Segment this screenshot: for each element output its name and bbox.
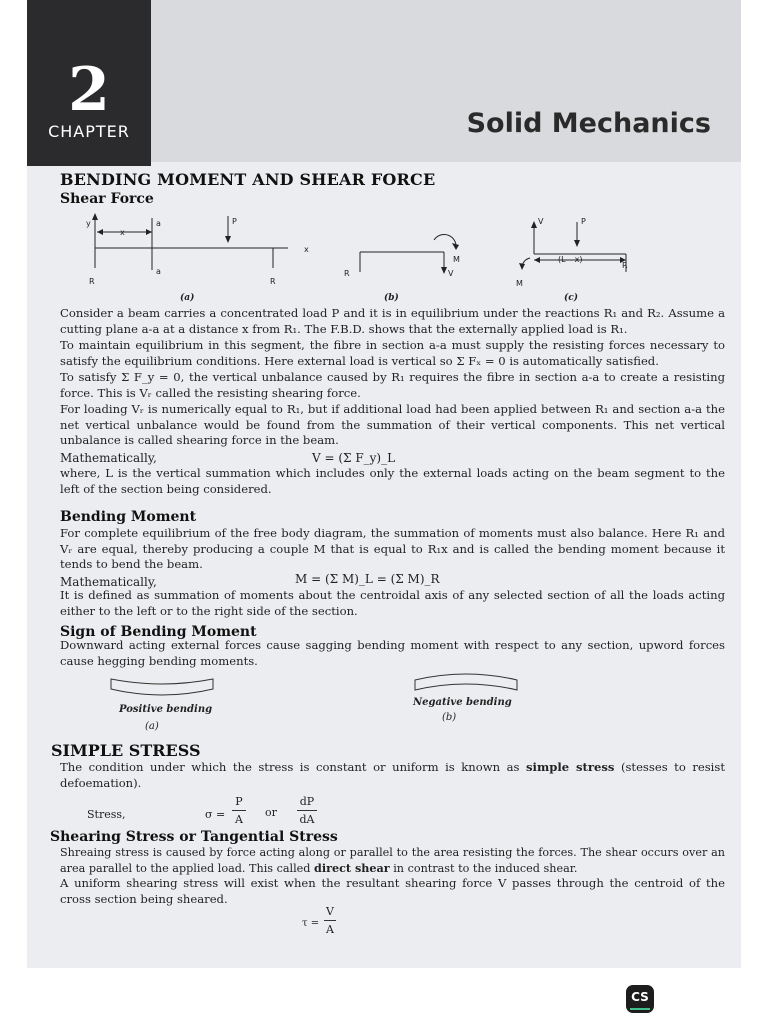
fig-label-a-bottom: a bbox=[156, 267, 161, 276]
stress-label: Stress, bbox=[87, 808, 126, 821]
fig-label-x-dim: x bbox=[120, 228, 125, 237]
fig-label-y: y bbox=[86, 219, 91, 228]
fig-label-a-top: a bbox=[156, 219, 161, 228]
textbook-page bbox=[27, 0, 741, 968]
heading-simple-stress: SIMPLE STRESS bbox=[51, 741, 201, 760]
fig-label-p-c: P bbox=[581, 217, 586, 226]
fig-label-m-c: M bbox=[516, 279, 523, 288]
math-label-1: Mathematically, bbox=[60, 451, 157, 465]
para-vertical-unbalance: To satisfy Σ F_y = 0, the vertical unbalance caused by R₁ requires the fibre in section a-a to create a resisting force. This is Vᵣ called the resisting shearing force. bbox=[60, 370, 725, 400]
heading-shearing-stress: Shearing Stress or Tangential Stress bbox=[50, 829, 338, 845]
para-complete-equilibrium: For complete equilibrium of the free body diagram, the summation of moments must also balance. Here R₁ and Vᵣ are equal, thereby producing a couple M that is equal to R₁x and is called the bending moment because it tends to bend the beam. bbox=[60, 526, 725, 571]
fig-caption-c: (c) bbox=[564, 293, 578, 303]
negative-bending-label: Negative bending bbox=[413, 697, 512, 708]
positive-bending-figure bbox=[107, 675, 217, 705]
heading-shear-force: Shear Force bbox=[60, 191, 154, 207]
sigma-symbol: σ = bbox=[205, 808, 226, 821]
heading-sign-bm: Sign of Bending Moment bbox=[60, 624, 257, 640]
para-sagging-hogging: Downward acting external forces cause sagging bending moment with respect to any section, upword forces cause hegging bending moments. bbox=[60, 638, 725, 668]
fig-label-v-c: V bbox=[538, 217, 544, 226]
chapter-title: Solid Mechanics bbox=[466, 108, 711, 139]
fig-label-r1-b: R bbox=[344, 269, 350, 278]
heading-bending-moment: Bending Moment bbox=[60, 509, 197, 525]
fraction-v-over-a: V A bbox=[324, 905, 336, 936]
or-word: or bbox=[265, 806, 277, 819]
shear-force-figure bbox=[82, 212, 642, 304]
positive-bending-label: Positive bending bbox=[119, 704, 213, 715]
para-defined-summation: It is defined as summation of moments about the centroidal axis of any selected section of all the loads acting either to the left or to the right side of the section. bbox=[60, 588, 725, 618]
fig-label-m-b: M bbox=[453, 255, 460, 264]
camscanner-badge: CS bbox=[626, 985, 654, 1013]
para-consider-beam: Consider a beam carries a concentrated load P and it is in equilibrium under the reactions R₁ and R₂. Assume a cutting plane a-a at a distance x from R₁. The F.B.D. shows that the externally applied load is R₁. bbox=[60, 306, 725, 336]
fig-label-x-axis: x bbox=[304, 245, 309, 254]
para-simple-stress: The condition under which the stress is constant or uniform is known as simple stress (stesses to resist defoemation). bbox=[60, 760, 725, 790]
chapter-number: 2 bbox=[68, 55, 110, 125]
fig-label-l-x: (L – x) bbox=[558, 255, 583, 264]
fig-caption-b: (b) bbox=[384, 293, 399, 303]
fig-label-r1-a: R bbox=[89, 277, 95, 286]
negative-bending-caption: (b) bbox=[442, 712, 457, 723]
equation-bending-moment: M = (Σ M)_L = (Σ M)_R bbox=[295, 572, 440, 586]
equation-shear-force: V = (Σ F_y)_L bbox=[312, 451, 396, 465]
fraction-dp-over-da: dP dA bbox=[297, 795, 317, 826]
chapter-word: CHAPTER bbox=[48, 122, 130, 141]
para-maintain-equilibrium: To maintain equilibrium in this segment, the fibre in section a-a must supply the resisting forces necessary to satisfy the equilibrium conditions. Here external load is vertical so Σ Fₓ = 0 is automatically satisfied. bbox=[60, 338, 725, 368]
fig-label-p-a: P bbox=[232, 217, 237, 226]
positive-bending-caption: (a) bbox=[145, 721, 159, 732]
fraction-p-over-a: P A bbox=[232, 795, 246, 826]
math-label-2: Mathematically, bbox=[60, 575, 157, 589]
fig-label-r2-c: R bbox=[622, 261, 628, 270]
para-where-l: where, L is the vertical summation which includes only the external loads acting on the beam segment to the left of the section being considered. bbox=[60, 466, 725, 496]
heading-bm-sf: BENDING MOMENT AND SHEAR FORCE bbox=[60, 170, 436, 189]
para-net-vertical: For loading Vᵣ is numerically equal to R₁, but if additional load had been applied between R₁ and section a-a the net vertical unbalance would be found from the summation of their vertical components. This net vertical unbalance is called shearing force in the beam. bbox=[60, 402, 725, 447]
fig-caption-a: (a) bbox=[180, 293, 195, 303]
fig-label-v-b: V bbox=[448, 269, 454, 278]
tau-symbol: τ = bbox=[302, 918, 320, 929]
fig-label-r2-a: R bbox=[270, 277, 276, 286]
negative-bending-figure bbox=[411, 666, 521, 696]
para-uniform-shearing: A uniform shearing stress will exist when the resultant shearing force V passes through the centroid of the cross section being sheared. bbox=[60, 876, 725, 906]
para-shearing-stress: Shreaing stress is caused by force acting along or parallel to the area resisting the forces. The shear occurs over an area parallel to the applied load. This called direct shear in contrast to the induced shear. bbox=[60, 846, 725, 875]
chapter-box bbox=[27, 0, 151, 166]
